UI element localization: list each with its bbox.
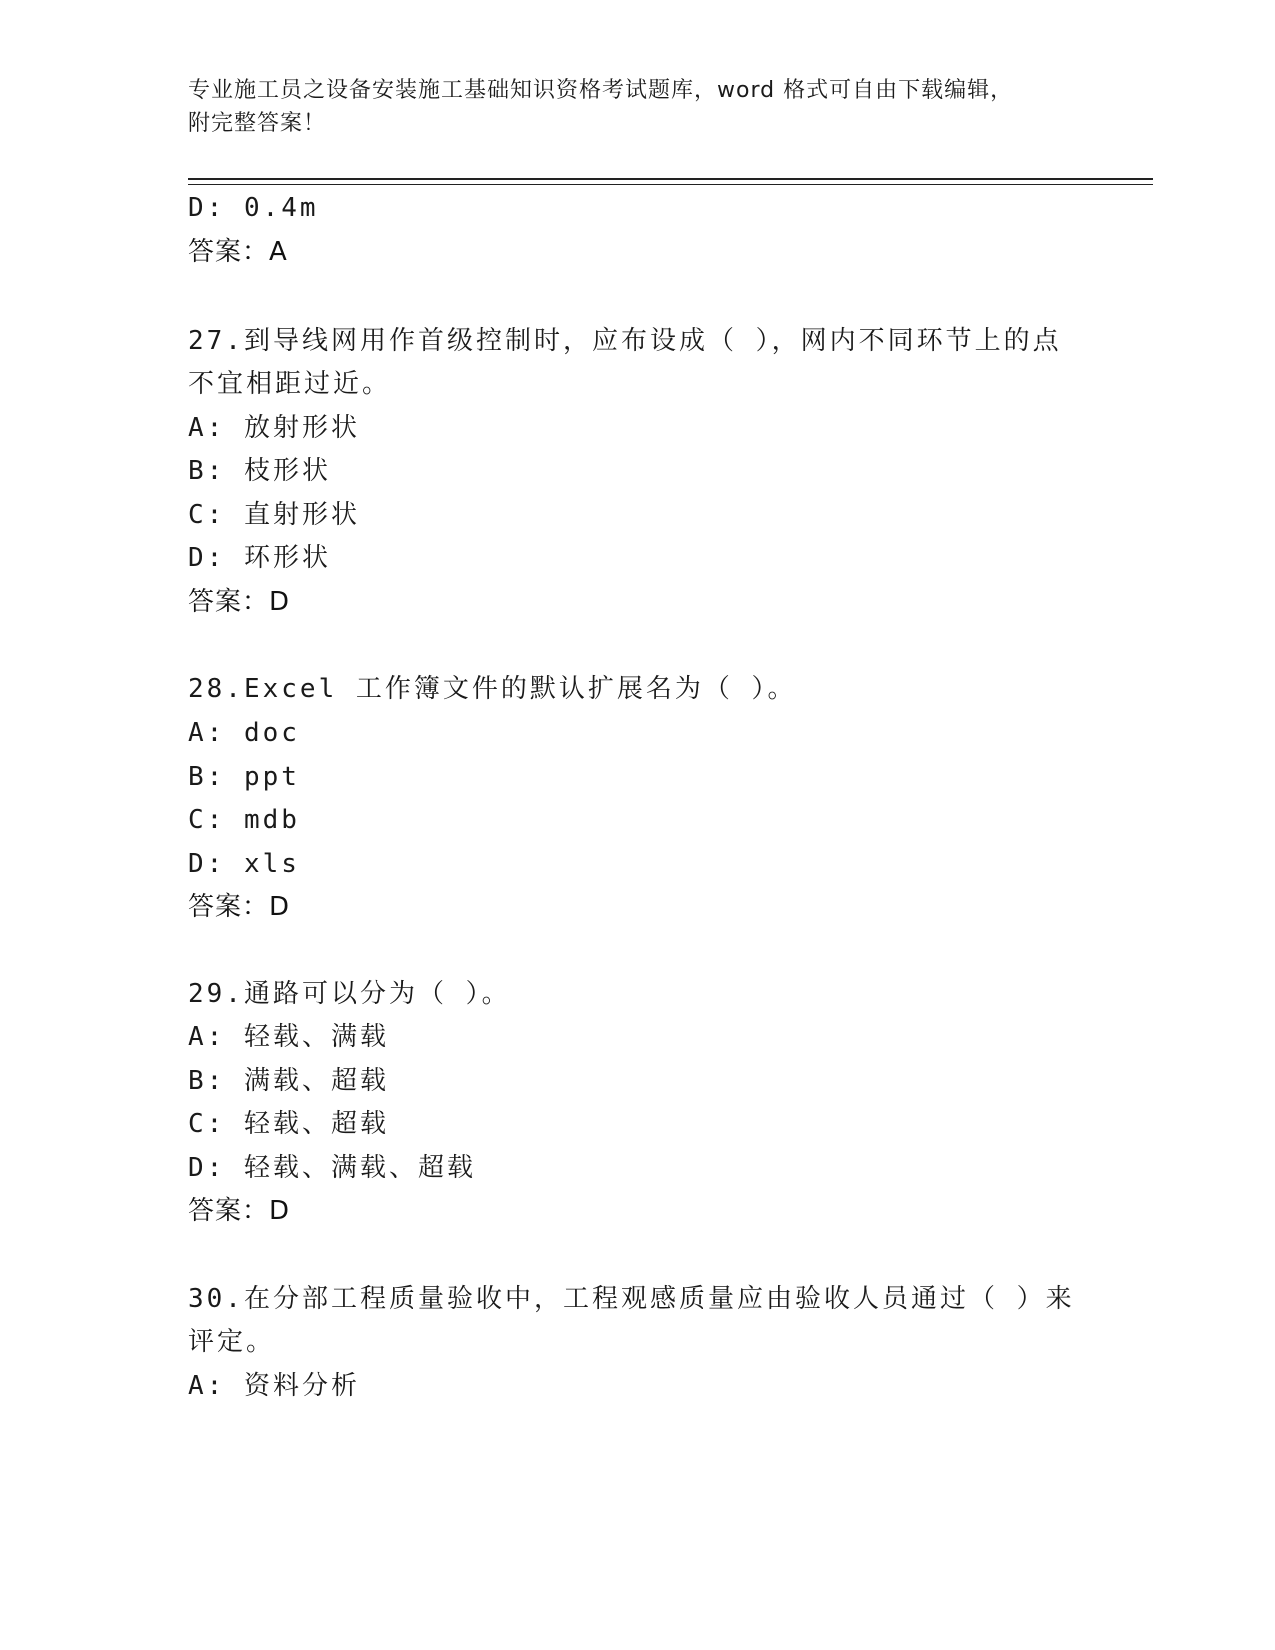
header-line-2: 附完整答案！: [188, 111, 327, 136]
question-line: 30.在分部工程质量验收中，工程观感质量应由验收人员通过（ ）来: [188, 1284, 1075, 1314]
document-header: [188, 74, 1088, 140]
option-line: D: xls: [188, 849, 300, 879]
option-line: B: ppt: [188, 762, 300, 792]
question-line: 评定。: [188, 1327, 276, 1357]
option-line: D: 环形状: [188, 543, 331, 573]
option-line: D: 0.4m: [188, 193, 319, 223]
option-line: C: 轻载、超载: [188, 1109, 389, 1139]
option-line: C: 直射形状: [188, 500, 360, 530]
question-line: 不宜相距过近。: [188, 369, 392, 399]
question-line: 28.Excel 工作簿文件的默认扩展名为（ ）。: [188, 674, 797, 704]
header-rule-thick: [188, 178, 1153, 180]
option-line: A: 放射形状: [188, 413, 360, 443]
question-line: 29.通路可以分为（ ）。: [188, 979, 511, 1009]
option-line: B: 枝形状: [188, 456, 331, 486]
option-line: D: 轻载、满载、超载: [188, 1153, 476, 1183]
answer-line: 答案：D: [188, 1196, 291, 1226]
option-line: A: doc: [188, 718, 300, 748]
header-rule-thin: [188, 184, 1153, 185]
answer-line: 答案：D: [188, 892, 291, 922]
answer-line: 答案：D: [188, 587, 291, 617]
option-line: B: 满载、超载: [188, 1066, 389, 1096]
option-line: A: 轻载、满载: [188, 1022, 389, 1052]
option-line: A: 资料分析: [188, 1371, 360, 1401]
question-line: 27.到导线网用作首级控制时，应布设成（ ），网内不同环节上的点: [188, 326, 1062, 356]
header-line-1: 专业施工员之设备安装施工基础知识资格考试题库，word 格式可自由下载编辑，: [188, 78, 1014, 103]
answer-line: 答案：A: [188, 237, 288, 267]
option-line: C: mdb: [188, 805, 300, 835]
